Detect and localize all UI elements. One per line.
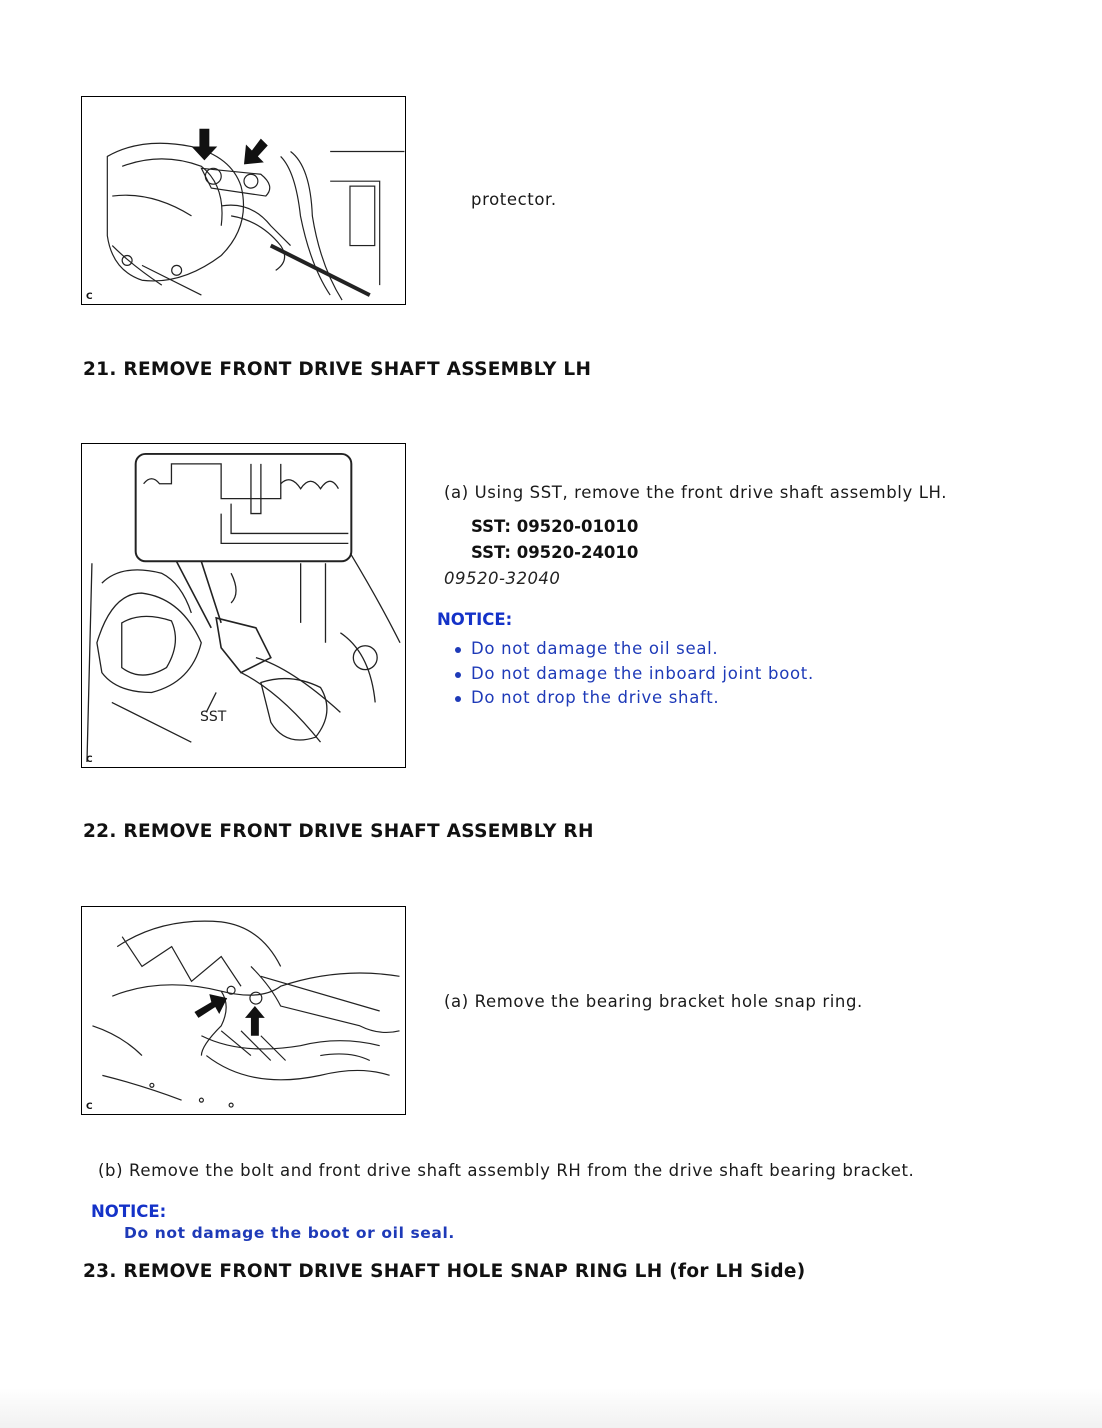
snap-ring-illustration bbox=[82, 907, 405, 1114]
notice-item: Do not damage the inboard joint boot. bbox=[453, 664, 814, 689]
step21-instruction: (a) Using SST, remove the front drive shaft assembly LH. bbox=[444, 483, 948, 502]
figure-drive-shaft-lh bbox=[81, 443, 406, 768]
step22-notice-text: Do not damage the boot or oil seal. bbox=[124, 1224, 455, 1242]
step22-notice-label: NOTICE: bbox=[91, 1202, 167, 1221]
sst-number-3: 09520-32040 bbox=[444, 569, 561, 588]
notice-item: Do not drop the drive shaft. bbox=[453, 688, 814, 713]
drive-shaft-lh-illustration bbox=[82, 444, 405, 767]
sst-number-1: SST: 09520-01010 bbox=[471, 517, 639, 536]
step21-notice-label: NOTICE: bbox=[437, 610, 513, 629]
step23-heading: 23. REMOVE FRONT DRIVE SHAFT HOLE SNAP RING LH (for LH Side) bbox=[83, 1261, 806, 1282]
figure-corner-label: C bbox=[86, 755, 93, 765]
page-bottom-shade bbox=[0, 1388, 1102, 1428]
sst-number-2: SST: 09520-24010 bbox=[471, 543, 639, 562]
step22-instruction-a: (a) Remove the bearing bracket hole snap ring. bbox=[444, 992, 863, 1011]
step21-notice-list bbox=[453, 639, 814, 713]
step20-text: protector. bbox=[471, 190, 557, 209]
step22-instruction-b: (b) Remove the bolt and front drive shaft assembly RH from the drive shaft bearing bracket. bbox=[98, 1161, 915, 1180]
protector-illustration bbox=[82, 97, 405, 304]
step21-heading: 21. REMOVE FRONT DRIVE SHAFT ASSEMBLY LH bbox=[83, 359, 592, 380]
notice-item: Do not damage the oil seal. bbox=[453, 639, 814, 664]
figure-corner-label: C bbox=[86, 1102, 93, 1112]
step22-heading: 22. REMOVE FRONT DRIVE SHAFT ASSEMBLY RH bbox=[83, 821, 594, 842]
figure-protector bbox=[81, 96, 406, 305]
sst-callout-label: SST bbox=[200, 709, 227, 725]
figure-snap-ring bbox=[81, 906, 406, 1115]
figure-corner-label: C bbox=[86, 292, 93, 302]
